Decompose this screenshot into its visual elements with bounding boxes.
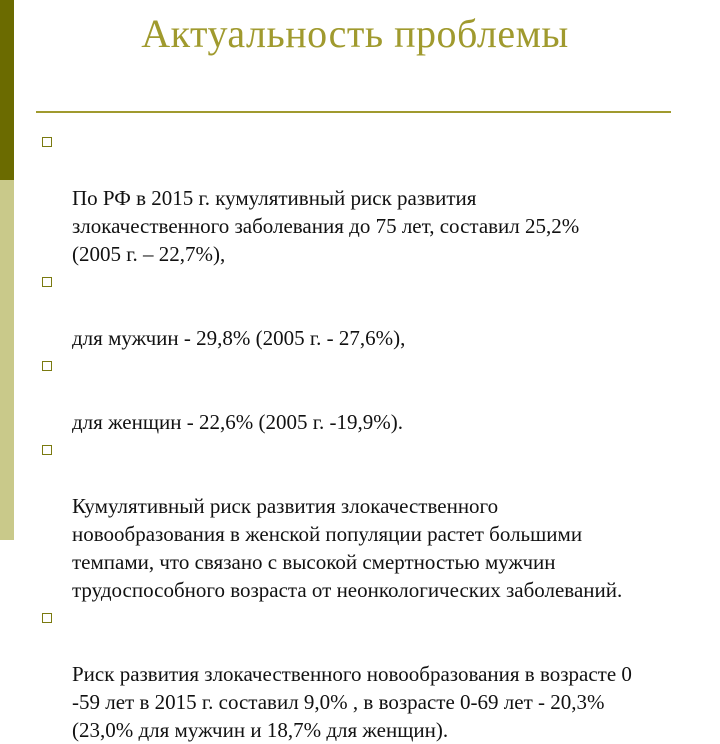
hollow-square-icon [42, 613, 52, 623]
title-divider [36, 111, 671, 113]
hollow-square-icon [42, 277, 52, 287]
sidebar-accent-bottom [0, 180, 14, 540]
bullet-item [40, 268, 716, 352]
bullet-text: Кумулятивный риск развития злокачественного новообразования в женской популяции растет большими темпами, что связано с высокой смертностью мужчин трудоспособного возраста от неонкологических заболеваний. [72, 494, 623, 602]
hollow-square-icon [42, 137, 52, 147]
bullet-text: для женщин - 22,6% (2005 г. -19,9%). [72, 410, 403, 434]
bullet-item [40, 352, 716, 436]
bullet-item [40, 436, 716, 604]
hollow-square-icon [42, 445, 52, 455]
bullet-text: для мужчин - 29,8% (2005 г. - 27,6%), [72, 326, 406, 350]
bullet-item [40, 128, 716, 268]
bullet-text: По РФ в 2015 г. кумулятивный риск развития злокачественного заболевания до 75 лет, составил 25,2% (2005 г. – 22,7%), [72, 186, 580, 266]
bullet-item [40, 604, 716, 744]
slide-title: Актуальность проблемы [141, 11, 569, 56]
bullet-text: Риск развития злокачественного новообразования в возрасте 0 -59 лет в 2015 г. составил 9,0% , в возрасте 0-69 лет - 20,3% (23,0% для мужчин и 18,7% для женщин). [72, 662, 632, 742]
hollow-square-icon [42, 361, 52, 371]
bullet-list [40, 128, 716, 744]
